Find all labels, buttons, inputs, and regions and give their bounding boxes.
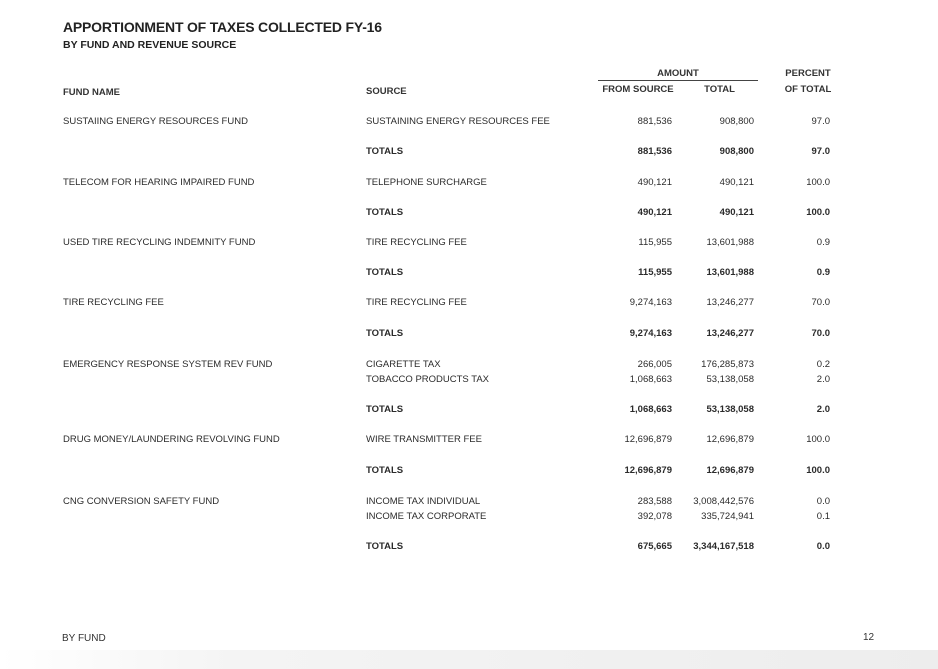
percent-cell: 100.0 [806,207,830,218]
table-row-totals [0,541,938,555]
source-cell: SUSTAINING ENERGY RESOURCES FEE [366,116,550,127]
from-source-cell: 675,665 [637,541,672,552]
source-cell: TOTALS [366,207,404,218]
page-number: 12 [863,632,875,643]
source-cell: TOTALS [366,146,404,157]
total-cell: 3,344,167,518 [693,541,754,552]
total-cell: 53,138,058 [706,374,754,385]
table-row-totals [0,146,938,160]
page-edge-shadow [0,650,938,669]
total-cell: 3,008,442,576 [693,496,754,507]
from-source-cell: 12,696,879 [624,465,672,476]
from-source-cell: 490,121 [637,207,672,218]
table-row [0,237,938,251]
column-header-source: SOURCE [366,86,407,97]
percent-cell: 0.1 [816,511,830,522]
total-cell: 908,800 [719,146,754,157]
column-header-of-total: OF TOTAL [784,84,832,95]
fund-name-cell: SUSTAIING ENERGY RESOURCES FUND [63,116,248,127]
table-row [0,511,938,525]
percent-cell: 70.0 [811,297,830,308]
total-cell: 13,246,277 [706,328,754,339]
source-cell: TOTALS [366,541,404,552]
percent-cell: 100.0 [806,434,830,445]
table-row [0,177,938,191]
source-cell: TIRE RECYCLING FEE [366,297,467,308]
column-header-total: TOTAL [704,84,735,95]
column-header-fund-name: FUND NAME [63,87,120,98]
percent-cell: 97.0 [811,116,830,127]
total-cell: 490,121 [719,177,754,188]
table-row-totals [0,328,938,342]
from-source-cell: 881,536 [637,116,672,127]
percent-cell: 0.2 [816,359,830,370]
fund-name-cell: TELECOM FOR HEARING IMPAIRED FUND [63,177,255,188]
fund-name-cell: USED TIRE RECYCLING INDEMNITY FUND [63,237,256,248]
from-source-cell: 9,274,163 [629,328,672,339]
source-cell: INCOME TAX INDIVIDUAL [366,496,481,507]
percent-cell: 70.0 [811,328,830,339]
source-cell: TOBACCO PRODUCTS TAX [366,374,489,385]
percent-cell: 0.9 [816,237,830,248]
percent-cell: 2.0 [816,374,830,385]
percent-cell: 100.0 [806,177,830,188]
table-row [0,116,938,130]
percent-cell: 100.0 [806,465,830,476]
column-header-from-source: FROM SOURCE [602,84,674,95]
percent-cell: 0.9 [816,267,830,278]
from-source-cell: 392,078 [637,511,672,522]
table-row [0,496,938,510]
total-cell: 490,121 [719,207,754,218]
total-cell: 335,724,941 [701,511,754,522]
source-cell: TIRE RECYCLING FEE [366,237,467,248]
source-cell: TOTALS [366,404,404,415]
total-cell: 12,696,879 [706,465,754,476]
from-source-cell: 881,536 [637,146,672,157]
fund-name-cell: TIRE RECYCLING FEE [63,297,164,308]
total-cell: 13,601,988 [706,237,754,248]
total-cell: 12,696,879 [706,434,754,445]
from-source-cell: 266,005 [637,359,672,370]
percent-cell: 0.0 [816,496,830,507]
source-cell: CIGARETTE TAX [366,359,441,370]
source-cell: TOTALS [366,328,404,339]
page-title: APPORTIONMENT OF TAXES COLLECTED FY-16 [63,19,382,35]
table-row [0,374,938,388]
source-cell: INCOME TAX CORPORATE [366,511,487,522]
fund-name-cell: DRUG MONEY/LAUNDERING REVOLVING FUND [63,434,280,445]
source-cell: TOTALS [366,267,404,278]
total-cell: 13,246,277 [706,297,754,308]
table-row-totals [0,404,938,418]
column-header-amount: AMOUNT [657,68,699,79]
from-source-cell: 283,588 [637,496,672,507]
total-cell: 908,800 [719,116,754,127]
total-cell: 13,601,988 [706,267,754,278]
from-source-cell: 9,274,163 [629,297,672,308]
percent-cell: 97.0 [811,146,830,157]
footer-section-label: BY FUND [62,633,106,644]
from-source-cell: 1,068,663 [629,404,672,415]
table-row-totals [0,207,938,221]
percent-cell: 0.0 [816,541,830,552]
table-row [0,434,938,448]
source-cell: TELEPHONE SURCHARGE [366,177,487,188]
source-cell: WIRE TRANSMITTER FEE [366,434,482,445]
page-subtitle: BY FUND AND REVENUE SOURCE [63,39,237,51]
from-source-cell: 1,068,663 [629,374,672,385]
fund-name-cell: CNG CONVERSION SAFETY FUND [63,496,220,507]
table-row [0,297,938,311]
from-source-cell: 12,696,879 [624,434,672,445]
table-row-totals [0,267,938,281]
total-cell: 53,138,058 [706,404,754,415]
table-row [0,359,938,373]
total-cell: 176,285,873 [701,359,754,370]
table-row-totals [0,465,938,479]
source-cell: TOTALS [366,465,404,476]
column-header-percent: PERCENT [785,68,831,79]
from-source-cell: 115,955 [638,237,672,248]
amount-header-divider [598,80,758,81]
fund-name-cell: EMERGENCY RESPONSE SYSTEM REV FUND [63,359,273,370]
from-source-cell: 490,121 [637,177,672,188]
percent-cell: 2.0 [816,404,830,415]
from-source-cell: 115,955 [638,267,672,278]
